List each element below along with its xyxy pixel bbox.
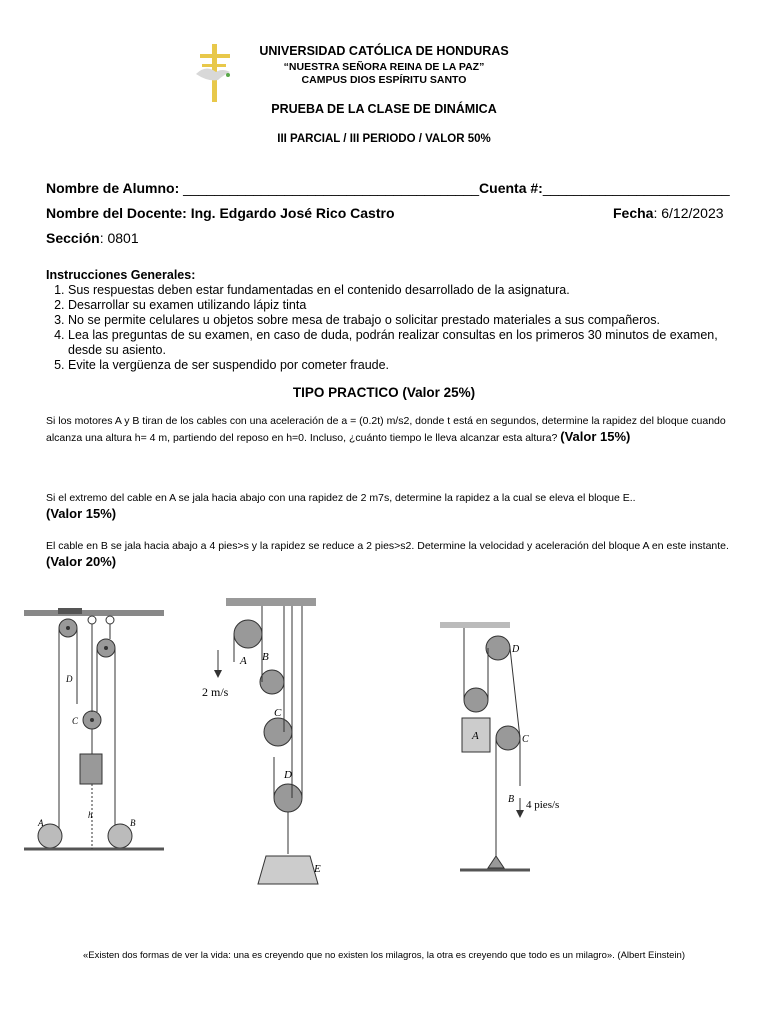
figure-1-pulley-system — [24, 604, 164, 854]
question-2-text: Si el extremo del cable en A se jala hacia abajo con una rapidez de 2 m7s, determine la rapidez a la cual se eleva el bloque E.. — [46, 492, 636, 504]
fig2-label-c: C — [274, 707, 282, 719]
fig1-label-d: D — [66, 674, 73, 684]
question-3 — [46, 538, 736, 571]
instruction-item: 3. No se permite celulares u objetos sobre mesa de trabajo o solicitar prestado materiales a sus compañeros. — [68, 313, 736, 328]
question-2-value: (Valor 15%) — [46, 506, 117, 521]
fig1-label-b: B — [130, 818, 136, 828]
teacher-label: Nombre del Docente — [46, 205, 183, 221]
exam-subtitle: III PARCIAL / III PERIODO / VALOR 50% — [277, 133, 491, 145]
fig1-label-a: A — [38, 818, 44, 828]
student-name-field[interactable] — [46, 180, 730, 196]
date-value: : 6/12/2023 — [653, 205, 724, 221]
fig2-label-b: B — [262, 651, 269, 663]
instruction-item: 2. Desarrollar su examen utilizando lápiz tinta — [68, 298, 736, 313]
question-1 — [46, 413, 736, 446]
section-value: : 0801 — [99, 230, 139, 246]
university-name: UNIVERSIDAD CATÓLICA DE HONDURAS — [259, 44, 509, 58]
fig2-label-d: D — [284, 769, 292, 781]
fig2-label-e: E — [314, 863, 321, 875]
date-label: Fecha — [613, 205, 654, 221]
instructions-block — [46, 268, 736, 373]
date-field — [613, 205, 724, 221]
account-blank: ________________________ — [542, 180, 730, 196]
question-1-value: (Valor 15%) — [560, 429, 631, 444]
teacher-value: : Ing. Edgardo José Rico Castro — [182, 205, 395, 221]
section-label: Sección — [46, 230, 100, 246]
instructions-list — [46, 283, 736, 373]
section-title: TIPO PRACTICO (Valor 25%) — [292, 385, 476, 400]
student-name-blank: ______________________________________ — [183, 180, 480, 196]
figure-3-pulley-system — [440, 618, 570, 874]
exam-title: PRUEBA DE LA CLASE DE DINÁMICA — [271, 102, 497, 116]
fig3-label-a: A — [472, 730, 479, 742]
fig2-label-a: A — [240, 655, 247, 667]
fig3-label-c: C — [522, 734, 529, 745]
instructions-title: Instrucciones Generales: — [46, 268, 196, 282]
figure-2-pulley-system — [196, 592, 336, 892]
fig3-label-b: B — [508, 794, 515, 805]
instruction-item: 5. Evite la vergüenza de ser suspendido por cometer fraude. — [68, 358, 736, 373]
fig2-speed: 2 m/s — [202, 685, 229, 699]
student-name-label: Nombre de Alumno: — [46, 180, 180, 196]
question-2 — [46, 490, 736, 523]
section-field — [46, 230, 139, 246]
question-1-text: Si los motores A y B tiran de los cables con una aceleración de a = (0.2t) m/s2, donde t está en segundos, determine la rapidez del bloque cuando alcanza una altura h= 4 m, partiendo del reposo en h=0. Incluso, ¿cuánto tiempo le lleva alcanzar esta altura? — [46, 415, 726, 444]
fig1-label-c: C — [72, 716, 79, 726]
university-motto: “NUESTRA SEÑORA REINA DE LA PAZ” — [283, 61, 485, 73]
campus-name: CAMPUS DIOS ESPÍRITU SANTO — [301, 74, 467, 86]
instruction-item: 1. Sus respuestas deben estar fundamentadas en el contenido desarrollado de la asignatura. — [68, 283, 736, 298]
question-3-text: El cable en B se jala hacia abajo a 4 pies>s y la rapidez se reduce a 2 pies>s2. Determine la velocidad y aceleración del bloque A en este instante. — [46, 540, 729, 552]
account-label: Cuenta #: — [479, 180, 543, 196]
teacher-field — [46, 205, 395, 221]
einstein-quote: «Existen dos formas de ver la vida: una es creyendo que no existen los milagros, la otra es creyendo que todo es un milagro». (Albert Einstein) — [83, 950, 685, 961]
instruction-item: 4. Lea las preguntas de su examen, en caso de duda, podrán realizar consultas en los primeros 30 minutos de examen, desde su asiento. — [68, 328, 736, 358]
fig3-label-d: D — [512, 644, 520, 655]
fig3-speed: 4 pies/s — [526, 799, 560, 811]
fig1-label-h: h — [88, 810, 93, 820]
question-3-value: (Valor 20%) — [46, 554, 117, 569]
